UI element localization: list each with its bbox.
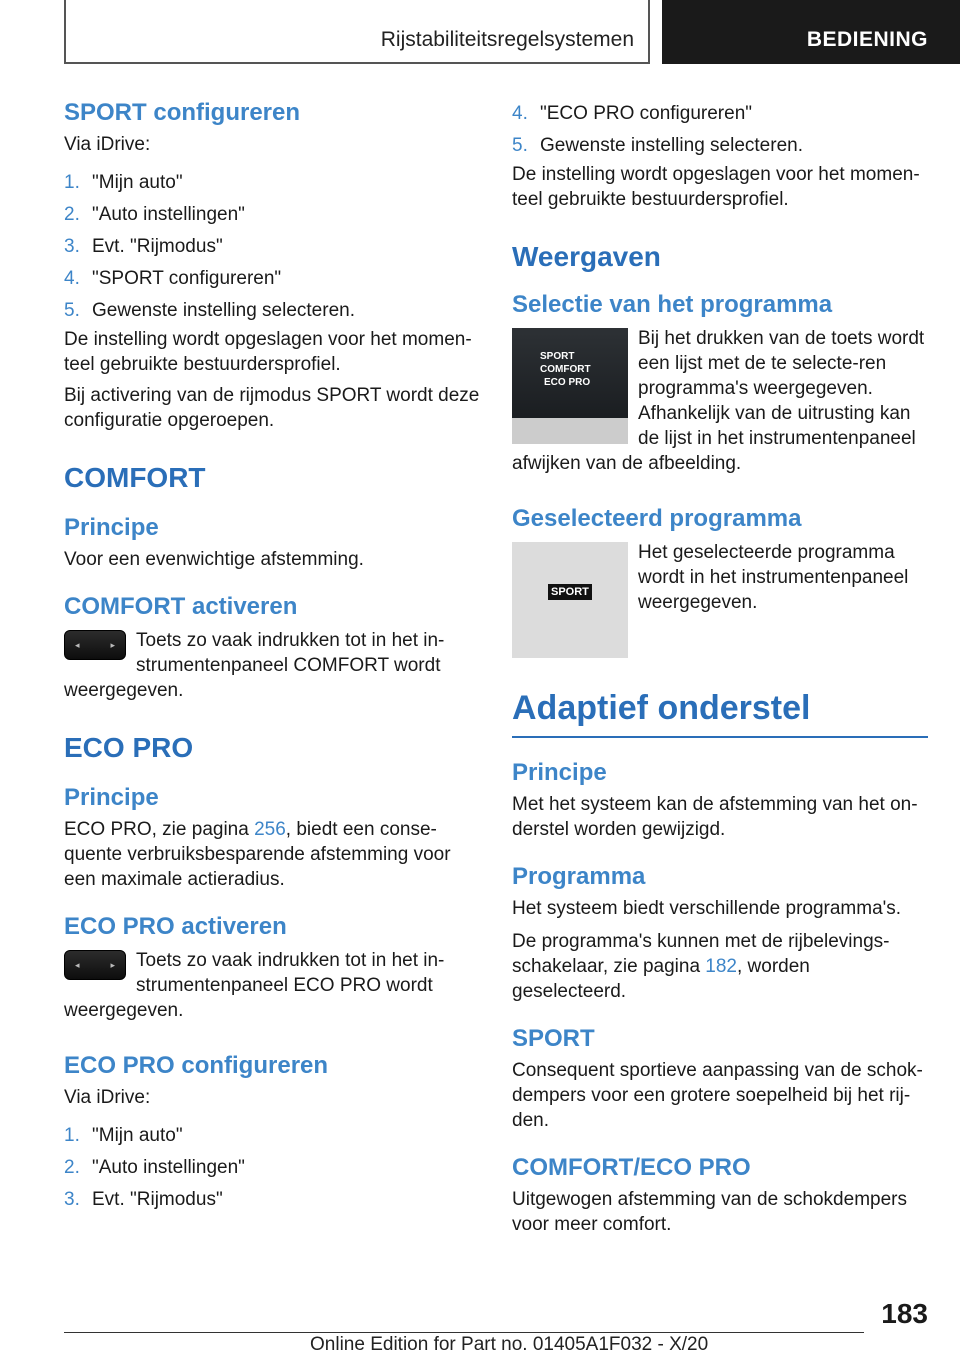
- programma-text2: De programma's kunnen met de rijbelevings-schakelaar, zie pagina 182, worden geselecteerd.: [512, 931, 890, 1002]
- selectie-block: [512, 326, 928, 476]
- heading-comfort: COMFORT: [64, 462, 206, 493]
- list-item: 3. Evt. "Rijmodus": [64, 1189, 223, 1210]
- footer-divider: [64, 1332, 864, 1333]
- page-number: 183: [881, 1298, 928, 1329]
- heading-weergaven: Weergaven: [512, 241, 661, 272]
- sport-config-para1: De instelling wordt opgeslagen voor het momen-teel gebruikte bestuurdersprofiel.: [64, 329, 472, 375]
- list-item: 3. Evt. "Rijmodus": [64, 236, 223, 257]
- sport-text: Consequent sportieve aanpassing van de schok-dempers voor een grotere soepelheid bij het rij-den.: [512, 1060, 923, 1131]
- mode-button-image: ◂ ▸: [64, 630, 126, 660]
- heading-eco-pro: ECO PRO: [64, 732, 194, 763]
- mode-button-image: ◂ ▸: [64, 950, 126, 980]
- list-item: 2. "Auto instellingen": [64, 1157, 245, 1178]
- heading-sport-configureren: SPORT configureren: [64, 99, 301, 126]
- eco-pro-config-para: De instelling wordt opgeslagen voor het momen-teel gebruikte bestuurdersprofiel.: [512, 164, 920, 210]
- list-item: 1. "Mijn auto": [64, 172, 183, 193]
- list-item: 2. "Auto instellingen": [64, 204, 245, 225]
- heading-eco-pro-principe: Principe: [64, 784, 159, 811]
- chapter-tab: [662, 0, 960, 64]
- heading-programma: Programma: [512, 863, 646, 890]
- edition-note: Online Edition for Part no. 01405A1F032 - X/20: [310, 1334, 709, 1355]
- heading-geselecteerd: Geselecteerd programma: [512, 505, 802, 532]
- heading-eco-pro-activeren: ECO PRO activeren: [64, 913, 287, 940]
- list-item: 5. Gewenste instelling selecteren.: [64, 300, 355, 321]
- list-item: 5. Gewenste instelling selecteren.: [512, 135, 803, 156]
- list-item: 4. "SPORT configureren": [64, 268, 282, 289]
- sport-config-steps: [64, 167, 484, 327]
- eco-pro-config-intro: Via iDrive:: [64, 1087, 151, 1108]
- left-column: [64, 98, 484, 1216]
- selectie-text: Bij het drukken van de toets wordt een lijst met de te selecte-ren programma's weergegeven. Afhankelijk van de uitrusting kan de lijst in het instrumentenpaneel afwijken van de afbeelding.: [512, 328, 925, 474]
- program-list-screen-image: SPORT COMFORT ECO PRO: [512, 328, 628, 444]
- list-item: 1. "Mijn auto": [64, 1125, 183, 1146]
- sport-config-intro: Via iDrive:: [64, 134, 151, 155]
- comfort-activate-block: [64, 628, 484, 703]
- programma-text1: Het systeem biedt verschillende programma's.: [512, 898, 902, 919]
- geselecteerd-text: Het geselecteerde programma wordt in het instrumentenpaneel weergegeven.: [638, 542, 909, 613]
- comfort-principe-text: Voor een evenwichtige afstemming.: [64, 549, 364, 570]
- running-header: [64, 0, 650, 64]
- comfort-activate-text: Toets zo vaak indrukken tot in het in-strumentenpaneel COMFORT wordt weergegeven.: [64, 630, 445, 701]
- eco-pro-activate-block: [64, 948, 484, 1023]
- sport-badge: SPORT: [548, 584, 592, 600]
- eco-pro-activate-text: Toets zo vaak indrukken tot in het in-strumentenpaneel ECO PRO wordt weergegeven.: [64, 950, 445, 1021]
- page-link-182[interactable]: 182: [705, 956, 737, 977]
- heading-adaptief-onderstel: Adaptief onderstel: [512, 686, 928, 738]
- eco-pro-config-steps-cont: [512, 98, 928, 162]
- eco-pro-principe-text: ECO PRO, zie pagina 256, biedt een conse-quente verbruiksbesparende afstemming voor een maximale actieradius.: [64, 819, 451, 890]
- heading-comfort-eco-pro: COMFORT/ECO PRO: [512, 1154, 751, 1181]
- comfort-eco-pro-text: Uitgewogen afstemming van de schokdempers voor meer comfort.: [512, 1189, 907, 1235]
- chapter-label: BEDIENING: [806, 28, 928, 51]
- list-item: 4. "ECO PRO configureren": [512, 103, 753, 124]
- eco-pro-config-steps: [64, 1120, 484, 1216]
- heading-sport: SPORT: [512, 1025, 595, 1052]
- heading-comfort-principe: Principe: [64, 514, 159, 541]
- heading-selectie: Selectie van het programma: [512, 291, 833, 318]
- principe-text: Met het systeem kan de afstemming van het on-derstel worden gewijzigd.: [512, 794, 918, 840]
- sport-config-para2: Bij activering van de rijmodus SPORT wordt deze configuratie opgeroepen.: [64, 385, 480, 431]
- selected-program-screen-image: [512, 542, 628, 658]
- page-link-256[interactable]: 256: [254, 819, 286, 840]
- heading-eco-pro-configureren: ECO PRO configureren: [64, 1052, 329, 1079]
- section-title: Rijstabiliteitsregelsystemen: [380, 28, 634, 51]
- right-column: [512, 98, 928, 1237]
- geselecteerd-block: [512, 540, 928, 658]
- heading-comfort-activeren: COMFORT activeren: [64, 593, 298, 620]
- heading-principe: Principe: [512, 759, 607, 786]
